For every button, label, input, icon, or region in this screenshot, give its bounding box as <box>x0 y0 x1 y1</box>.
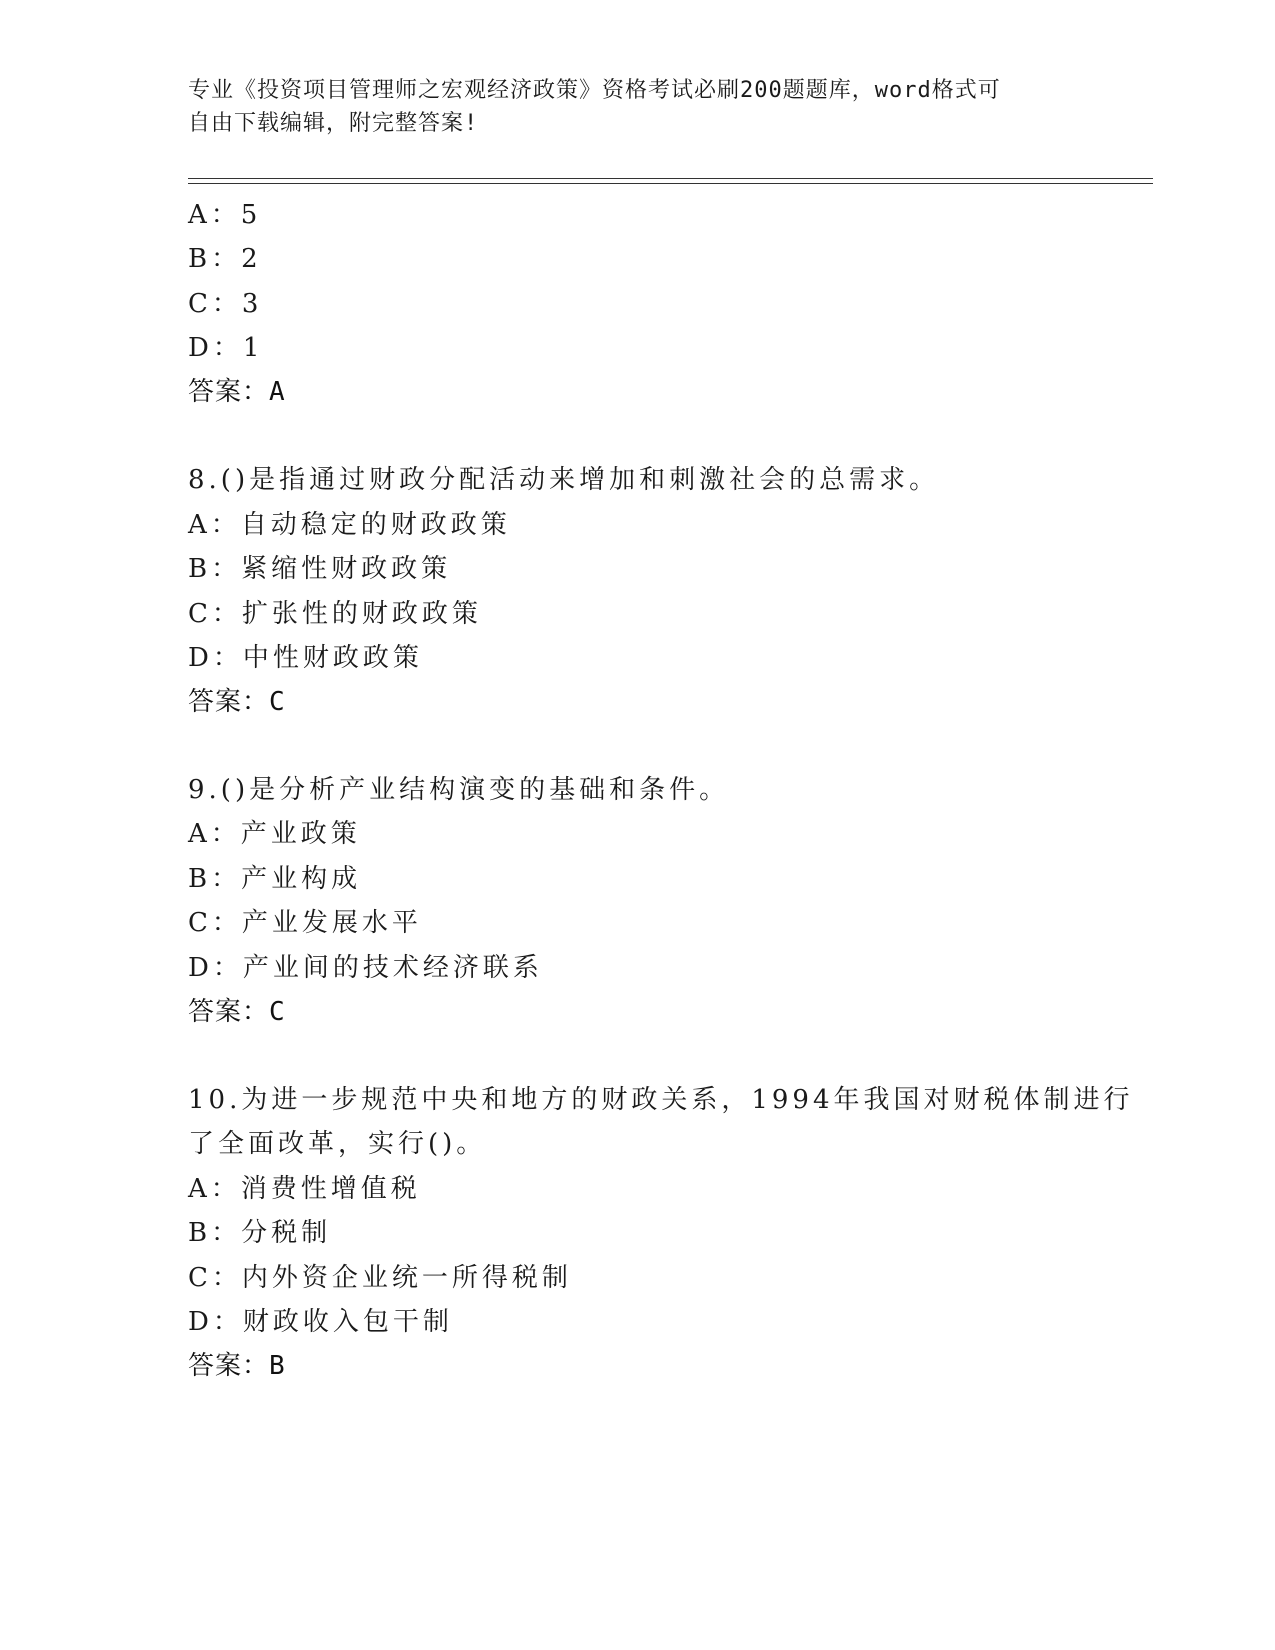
q10-option-a: A：消费性增值税 <box>188 1174 421 1204</box>
header-divider-top <box>188 178 1153 179</box>
q10-answer: 答案：B <box>188 1351 286 1381</box>
q9-option-c: C：产业发展水平 <box>188 908 422 938</box>
q8-option-d: D：中性财政政策 <box>188 643 423 673</box>
q8-question: 8.()是指通过财政分配活动来增加和刺激社会的总需求。 <box>188 465 940 495</box>
q8-option-a: A：自动稳定的财政政策 <box>188 510 511 540</box>
header-line-1: 专业《投资项目管理师之宏观经济政策》资格考试必刷200题题库，word格式可 <box>188 78 1001 103</box>
q8-answer: 答案：C <box>188 687 286 717</box>
q7-option-b: B：2 <box>188 244 262 274</box>
q9-question: 9.()是分析产业结构演变的基础和条件。 <box>188 775 730 805</box>
q10-option-d: D：财政收入包干制 <box>188 1307 453 1337</box>
q7-answer: 答案：A <box>188 377 286 407</box>
q10-option-b: B：分税制 <box>188 1218 332 1248</box>
q9-option-d: D：产业间的技术经济联系 <box>188 953 543 983</box>
q10-question-line-2: 了全面改革，实行()。 <box>188 1129 487 1159</box>
header-line-2: 自由下载编辑，附完整答案! <box>188 111 479 136</box>
q10-question-line-1: 10.为进一步规范中央和地方的财政关系，1994年我国对财税体制进行 <box>188 1085 1134 1115</box>
q8-option-b: B：紧缩性财政政策 <box>188 554 452 584</box>
q7-option-d: D：1 <box>188 333 264 363</box>
q10-option-c: C：内外资企业统一所得税制 <box>188 1263 572 1293</box>
q9-option-a: A：产业政策 <box>188 819 361 849</box>
q7-option-c: C：3 <box>188 289 263 319</box>
q9-answer: 答案：C <box>188 997 286 1027</box>
header-divider-bottom <box>188 183 1153 184</box>
q9-option-b: B：产业构成 <box>188 864 362 894</box>
q7-option-a: A：5 <box>188 200 262 230</box>
q8-option-c: C：扩张性的财政政策 <box>188 599 482 629</box>
document-header <box>188 74 1088 140</box>
